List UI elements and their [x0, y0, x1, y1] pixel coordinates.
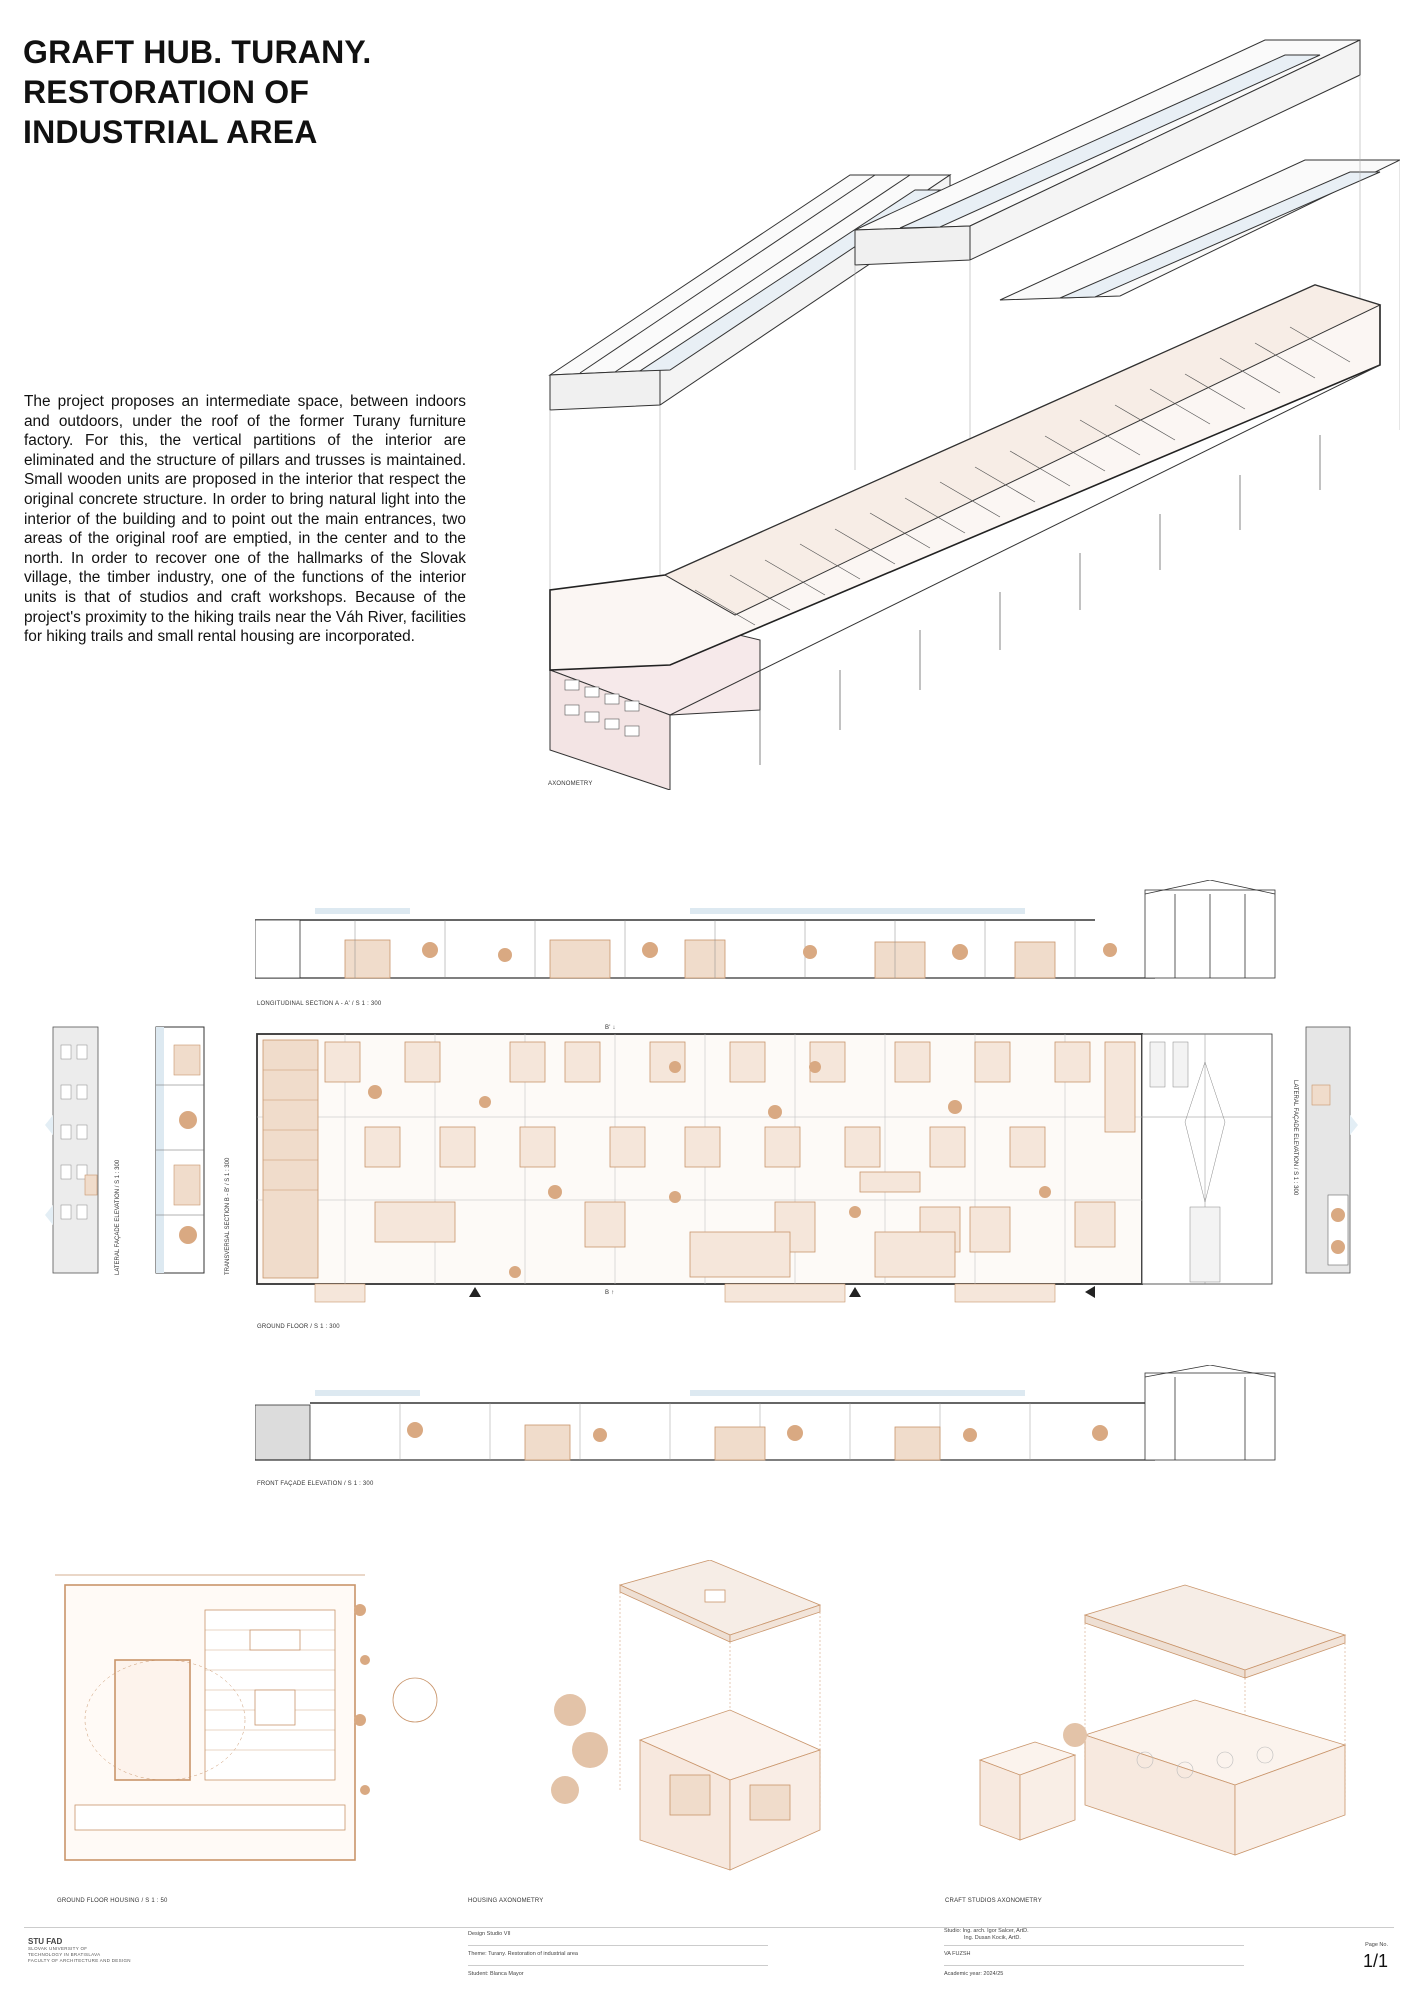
axonometry-svg: [520, 30, 1400, 790]
footer-design-studio: Design Studio VII: [468, 1931, 511, 1937]
roof-left: [550, 175, 950, 410]
logo-line-1: SLOVAK UNIVERSITY OF: [28, 1946, 88, 1951]
caption-housing-axonometry: HOUSING AXONOMETRY: [468, 1898, 544, 1904]
ground-floor-housing-plan: [55, 1560, 465, 1890]
logo-line-2: TECHNOLOGY IN BRATISLAVA: [28, 1952, 101, 1957]
footer-studio-line-2: Ing. Dusan Kocik, ArtD.: [964, 1935, 1021, 1941]
housing-axonometry: [530, 1560, 890, 1890]
caption-craft-studios-axonometry: CRAFT STUDIOS AXONOMETRY: [945, 1898, 1042, 1904]
caption-ground-floor-housing: GROUND FLOOR HOUSING / S 1 : 50: [57, 1898, 168, 1904]
plan-mark-b-top: B' ↓: [605, 1025, 616, 1031]
title-line-2: RESTORATION OF: [23, 74, 310, 110]
title-line-1: GRAFT HUB. TURANY.: [23, 34, 372, 70]
footer-academic-year: Academic year: 2024/25: [944, 1971, 1004, 1977]
logo-line-3: FACULTY OF ARCHITECTURE AND DESIGN: [28, 1958, 131, 1963]
footer-institute: VA FUZSH: [944, 1951, 971, 1957]
craft-studios-axonometry: [975, 1560, 1375, 1890]
footer-divider: [24, 1927, 1394, 1928]
page-number: 1/1: [1362, 1951, 1388, 1971]
footer: [24, 1925, 1394, 1985]
university-logo: [28, 1937, 148, 1964]
roof-right: [855, 40, 1400, 300]
project-description: The project proposes an intermediate space, between indoors and outdoors, under the roof of the former Turany furniture factory. For this, the vertical partitions of the interior are eliminated and the structure of pillars and trusses is maintained. Small wooden units are proposed in the interior that respect the original concrete structure. In order to bring natural light into the interior of the building and to point out the main entrances, two areas of the original roof are emptied, in the center and to the north. In order to recover one of the hallmarks of the Slovak village, the timber industry, one of the functions of the interior units is that of studios and craft workshops. Because of the project's proximity to the hiking trails near the Váh River, facilities for hiking trails and small rental housing are incorporated.: [24, 393, 466, 646]
caption-ground-floor: GROUND FLOOR / S 1 : 300: [257, 1324, 340, 1330]
caption-axonometry: AXONOMETRY: [548, 781, 593, 787]
footer-student: Student: Blanca Mayor: [468, 1971, 524, 1977]
lateral-facade-right: [1300, 1025, 1375, 1275]
caption-longitudinal-section: LONGITUDINAL SECTION A - A' / S 1 : 300: [257, 1001, 382, 1007]
front-facade-elevation: [255, 1365, 1285, 1470]
lateral-facade-left: [45, 1025, 105, 1275]
footer-studio-line-1: Studio: Ing. arch. Igor Salcer, ArtD.: [944, 1928, 1029, 1934]
footer-theme: Theme: Turany. Restoration of industrial area: [468, 1951, 578, 1957]
logo-mark: STU FAD: [28, 1937, 63, 1946]
caption-transversal-section: TRANSVERSAL SECTION B - B' / S 1 : 300: [225, 1157, 231, 1275]
ground-floor-plan: [255, 1022, 1285, 1312]
caption-lateral-facade-right: LATERAL FAÇADE ELEVATION / S 1 : 300: [1292, 1080, 1298, 1196]
longitudinal-section: [255, 880, 1285, 990]
caption-lateral-facade-left: LATERAL FAÇADE ELEVATION / S 1 : 300: [115, 1159, 121, 1275]
poster-title: [23, 32, 443, 152]
plan-mark-b-bottom: B ↑: [605, 1290, 615, 1296]
transversal-section: [150, 1025, 210, 1275]
caption-front-facade: FRONT FAÇADE ELEVATION / S 1 : 300: [257, 1481, 374, 1487]
title-line-3: INDUSTRIAL AREA: [23, 114, 318, 150]
page-number-label: Page No.: [1365, 1942, 1388, 1948]
axonometry-drawing: [520, 30, 1400, 790]
